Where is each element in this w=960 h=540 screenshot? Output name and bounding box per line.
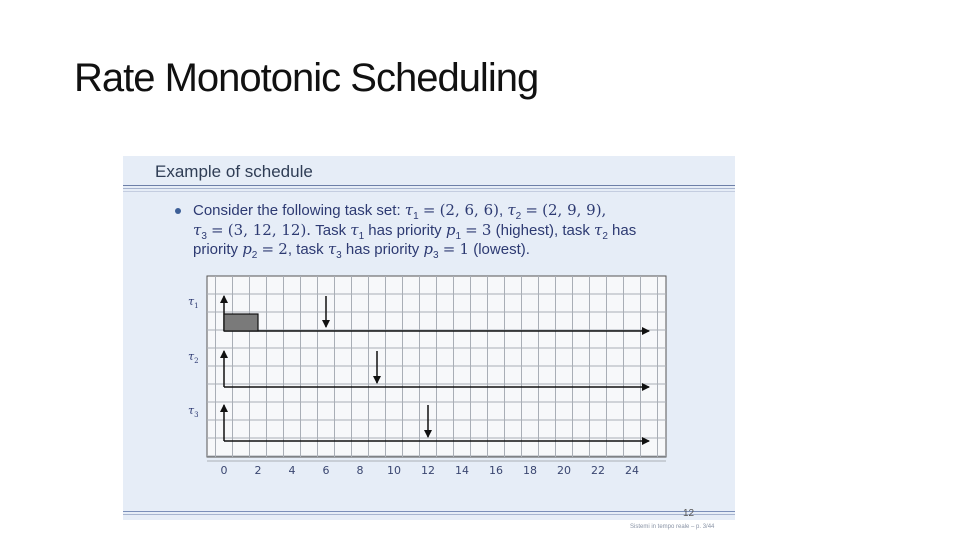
task-label: $\tau_3$ (188, 404, 199, 419)
footer-rule (123, 511, 735, 512)
execution-block (224, 314, 258, 331)
slide-footer: Sistemi in tempo reale – p. 3/44 (630, 524, 715, 530)
bullet-line-2: $\tau_3 = (3$, 12, 12). Task $\tau_1$ has priority $p_1 = 3$ (highest), task $\tau_2$ has (193, 220, 637, 242)
slide-heading: Example of schedule (155, 162, 313, 181)
chart-grid (207, 276, 666, 461)
x-tick-label: 0 (220, 464, 228, 477)
bullet-line-1: Consider the following task set: $\tau_1 = (2$, 6, 6), $\tau_2 = (2$, 9, 9), (193, 201, 607, 222)
x-tick-label: 6 (322, 464, 330, 477)
page-title: Rate Monotonic Scheduling (74, 56, 539, 100)
x-tick-label: 18 (523, 464, 537, 477)
page-number: 12 (683, 508, 695, 519)
x-tick-label: 22 (591, 464, 605, 477)
x-tick-label: 20 (557, 464, 571, 477)
x-tick-label: 16 (489, 464, 503, 477)
embedded-slide-image (123, 156, 735, 520)
bullet-line-3: priority $p_2 = 2$, task $\tau_3$ has priority $p_3 = 1$ (lowest). (193, 240, 530, 261)
x-tick-label: 10 (387, 464, 401, 477)
x-tick-label: 4 (288, 464, 296, 477)
schedule-chart (123, 156, 735, 520)
task-label: $\tau_1$ (188, 295, 199, 310)
x-tick-label: 8 (356, 464, 364, 477)
x-tick-label: 14 (455, 464, 469, 477)
x-tick-label: 12 (421, 464, 435, 477)
x-tick-label: 2 (254, 464, 262, 477)
task-label: $\tau_2$ (188, 350, 199, 365)
footer-rule-thin (123, 514, 735, 515)
x-tick-label: 24 (625, 464, 639, 477)
